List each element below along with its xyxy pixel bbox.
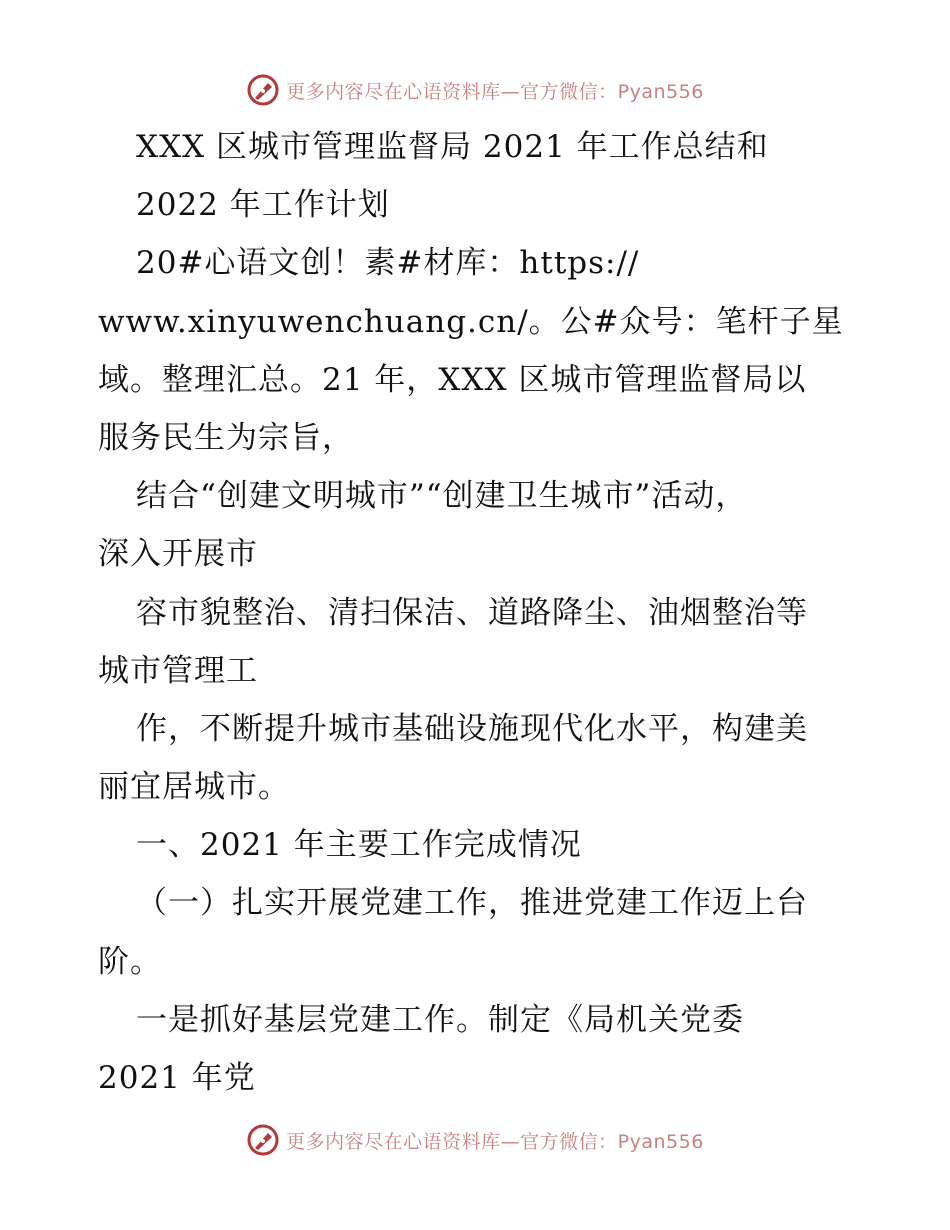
doc-line: 一是抓好基层党建工作。制定《局机关党委 <box>136 1001 744 1038</box>
doc-line: 城市管理工 <box>98 652 258 689</box>
doc-line: 服务民生为宗旨， <box>98 419 354 456</box>
doc-line: 容市貌整治、清扫保洁、道路降尘、油烟整治等 <box>136 594 808 631</box>
doc-line: 域。整理汇总。21 年，XXX 区城市管理监督局以 <box>98 361 807 398</box>
pen-nib-logo-icon <box>246 1123 280 1157</box>
doc-line: 作，不断提升城市基础设施现代化水平，构建美 <box>136 710 808 747</box>
banner-text: 更多内容尽在心语资料库—官方微信：Pyan556 <box>286 80 704 103</box>
doc-line: 结合“创建文明城市”“创建卫生城市”活动， <box>136 478 748 515</box>
pen-nib-logo-icon <box>246 73 280 107</box>
banner-text: 更多内容尽在心语资料库—官方微信：Pyan556 <box>286 1130 704 1153</box>
section-heading: 一、2021 年主要工作完成情况 <box>136 827 582 864</box>
doc-line: 阶。 <box>98 943 162 980</box>
doc-line: 丽宜居城市。 <box>98 769 290 806</box>
doc-line: www.xinyuwenchuang.cn/。公#众号：笔杆子星 <box>98 303 844 340</box>
doc-title-line-2: 2022 年工作计划 <box>136 187 390 224</box>
footer-watermark-banner <box>0 1120 950 1160</box>
doc-line: 深入开展市 <box>98 536 258 573</box>
document-body <box>98 118 858 1107</box>
doc-line: 2021 年党 <box>98 1060 256 1096</box>
doc-line: 20#心语文创！素#材库：https:// <box>136 245 640 282</box>
header-watermark-banner <box>0 70 950 110</box>
doc-title-line-1: XXX 区城市管理监督局 2021 年工作总结和 <box>136 129 769 165</box>
subsection-heading: （一）扎实开展党建工作，推进党建工作迈上台 <box>136 885 808 922</box>
